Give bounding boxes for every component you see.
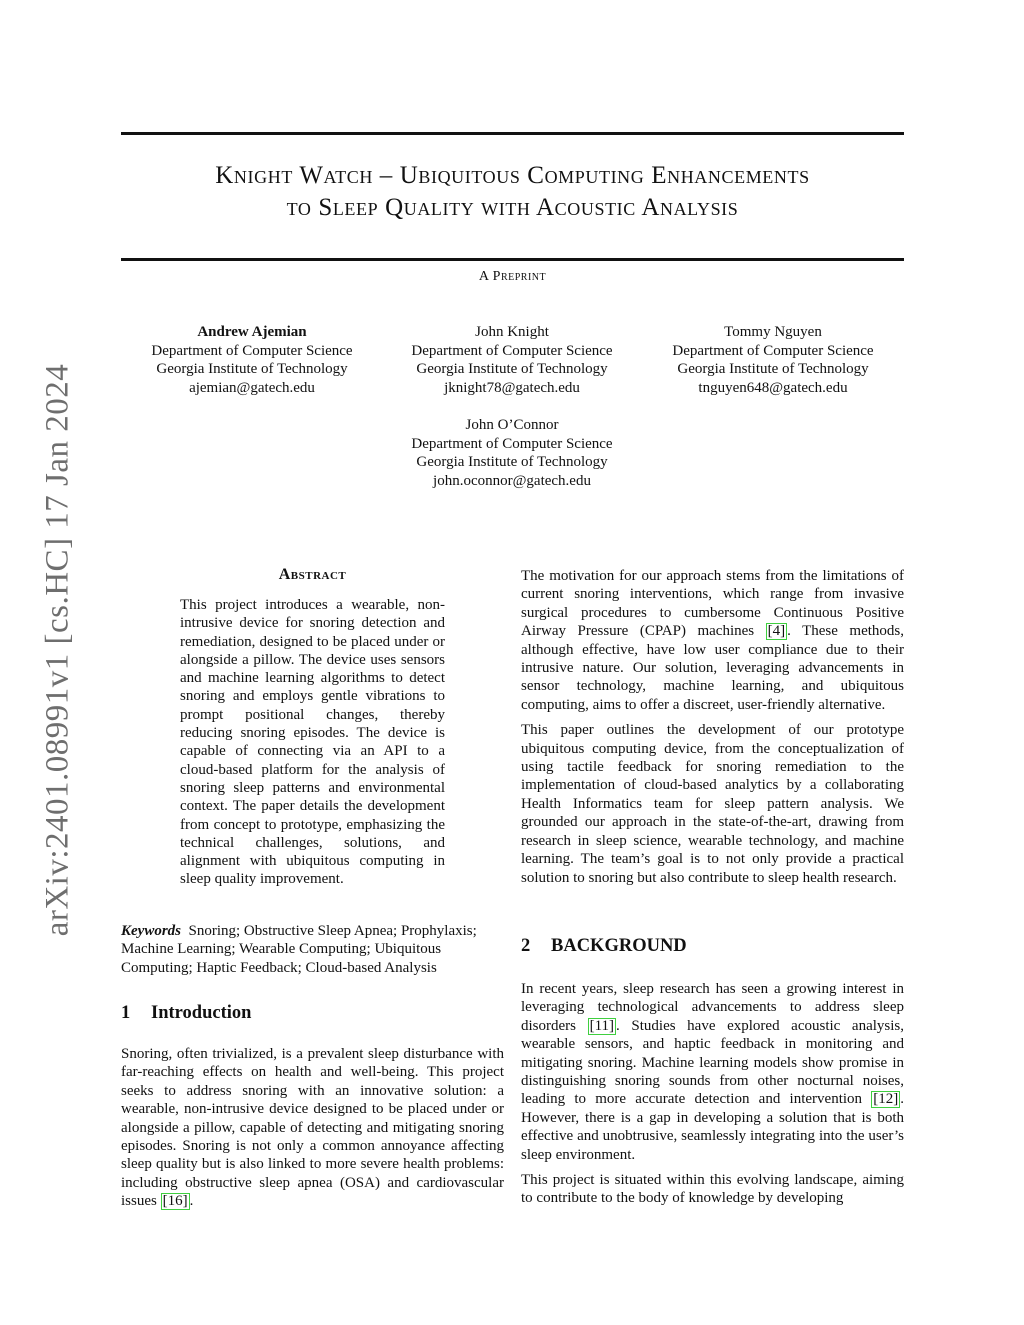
arxiv-sidebar-id: arXiv:2401.08991v1 [cs.HC] 17 Jan 2024 [39, 363, 76, 937]
author-institution: Georgia Institute of Technology [156, 361, 348, 377]
paragraph-text: . These methods, although effective, have low user compliance due to their intrusive nature. Our solution, leveraging advancements in sensor technology, machine learning, and ubiquitous computing, aims to offer a discreet, user-friendly alternative. [521, 623, 905, 713]
paragraph [521, 980, 904, 1164]
author-name: John O’Connor [465, 417, 559, 433]
author-department: Department of Computer Science [411, 435, 613, 452]
section-number: 1 [121, 1003, 131, 1023]
citation-link[interactable]: [16] [162, 1193, 188, 1210]
paragraph [521, 567, 904, 714]
paragraph-text: The motivation for our approach stems from the limitations of current snoring interventions, which range from invasive surgical procedures to cumbersome Continuous Positive Airway Pressure (CPAP) machines [521, 568, 904, 640]
keywords [121, 922, 504, 977]
paragraph: This paper outlines the development of our prototype ubiquitous computing device, from the conceptualization of using tactile feedback for snoring remediation to the implementation of cloud-based analytics by a collaborating Health Informatics team for sleep pattern analysis. We grounded our approach in the state-of-the-art, drawing from research in sleep science, wearable technology, and machine learning. The team’s goal is to not only provide a practical solution to snoring but also contribute to sleep health research. [521, 722, 904, 886]
title-line-2: to Sleep Quality with Acoustic Analysis [286, 194, 739, 221]
paragraph-text: In recent years, sleep research has seen a growing interest in leveraging technological advancements to address sleep disorders [521, 981, 904, 1034]
background-column [521, 980, 904, 1215]
paragraph [121, 1045, 504, 1211]
paragraph-text: . [189, 1193, 194, 1210]
abstract-text: This project introduces a wearable, non-intrusive device for snoring detection and remediation, designed to be placed under or alongside a pillow. The device uses sensors and machine learning algorithms to detect snoring and employs gentle vibrations to prompt positional changes, thereby reducing snoring episodes. The device is capable of connecting via an API to a cloud-based platform for the analysis of snoring sleep patterns and environmental context. The paper details the development from concept to prototype, emphasizing the technical challenges, solutions, and alignment with ubiquitous computing in sleep quality improvement. [180, 597, 445, 888]
citation-link[interactable]: [12] [873, 1091, 899, 1108]
author-name: John Knight [475, 324, 549, 340]
author-email[interactable]: john.oconnor@gatech.edu [433, 472, 591, 489]
citation-link[interactable]: [4] [767, 623, 786, 640]
author-block [367, 416, 657, 490]
author-department: Department of Computer Science [411, 342, 613, 359]
right-column-intro [521, 567, 904, 894]
author-block [367, 323, 657, 397]
section-heading-background [521, 936, 687, 957]
author-block [107, 323, 397, 397]
introduction-column [121, 1045, 504, 1218]
section-heading-introduction [121, 1003, 251, 1024]
author-email[interactable]: jknight78@gatech.edu [444, 379, 580, 396]
author-institution: Georgia Institute of Technology [416, 454, 608, 470]
author-name: Tommy Nguyen [724, 324, 822, 340]
author-department: Department of Computer Science [672, 342, 874, 359]
title-line-1: Knight Watch – Ubiquitous Computing Enhancements [215, 162, 810, 189]
section-title: BACKGROUND [551, 936, 687, 956]
author-institution: Georgia Institute of Technology [677, 361, 869, 377]
author-department: Department of Computer Science [151, 342, 353, 359]
title-top-rule [121, 132, 904, 135]
preprint-label: A Preprint [478, 269, 547, 284]
author-block [628, 323, 918, 397]
paragraph-text: Snoring, often trivialized, is a prevalent sleep disturbance with far-reaching effects on health and well-being. This project seeks to address snoring with an innovative solution: a wearable, non-intrusive device designed to be placed under or alongside a pillow, capable of detecting and mitigating snoring episodes. Snoring is not only a common annoyance affecting sleep quality but is also linked to more severe health problems: including obstructive sleep apnea (OSA) and cardiovascular issues [121, 1046, 504, 1210]
keywords-label: Keywords [121, 923, 181, 939]
title-bottom-rule [121, 258, 904, 261]
paragraph: This project is situated within this evolving landscape, aiming to contribute to the body of knowledge by developing [521, 1172, 904, 1207]
citation-link[interactable]: [11] [589, 1017, 615, 1034]
paper-title [121, 160, 904, 224]
author-name: Andrew Ajemian [197, 324, 307, 340]
author-institution: Georgia Institute of Technology [416, 361, 608, 377]
section-title: Introduction [151, 1003, 252, 1023]
abstract-heading: Abstract [278, 566, 347, 583]
author-email[interactable]: tnguyen648@gatech.edu [698, 379, 848, 396]
paragraph-text: . Studies have explored acoustic analysis, wearable sensors, and haptic feedback in monitoring and mitigating snoring. Machine learning models show promise in distinguishing snoring sounds from other nocturnal noises, leading to more accurate detection and intervention [521, 1017, 905, 1108]
paragraph-text: . However, there is a gap in developing a solution that is both effective and unobtrusive, seamlessly integrating into the user’s sleep environment. [521, 1091, 905, 1163]
author-email[interactable]: ajemian@gatech.edu [189, 379, 315, 396]
section-number: 2 [521, 936, 531, 956]
keywords-text: Snoring; Obstructive Sleep Apnea; Prophylaxis; Machine Learning; Wearable Computing; Ubiquitous Computing; Haptic Feedback; Cloud-based Analysis [121, 923, 477, 976]
